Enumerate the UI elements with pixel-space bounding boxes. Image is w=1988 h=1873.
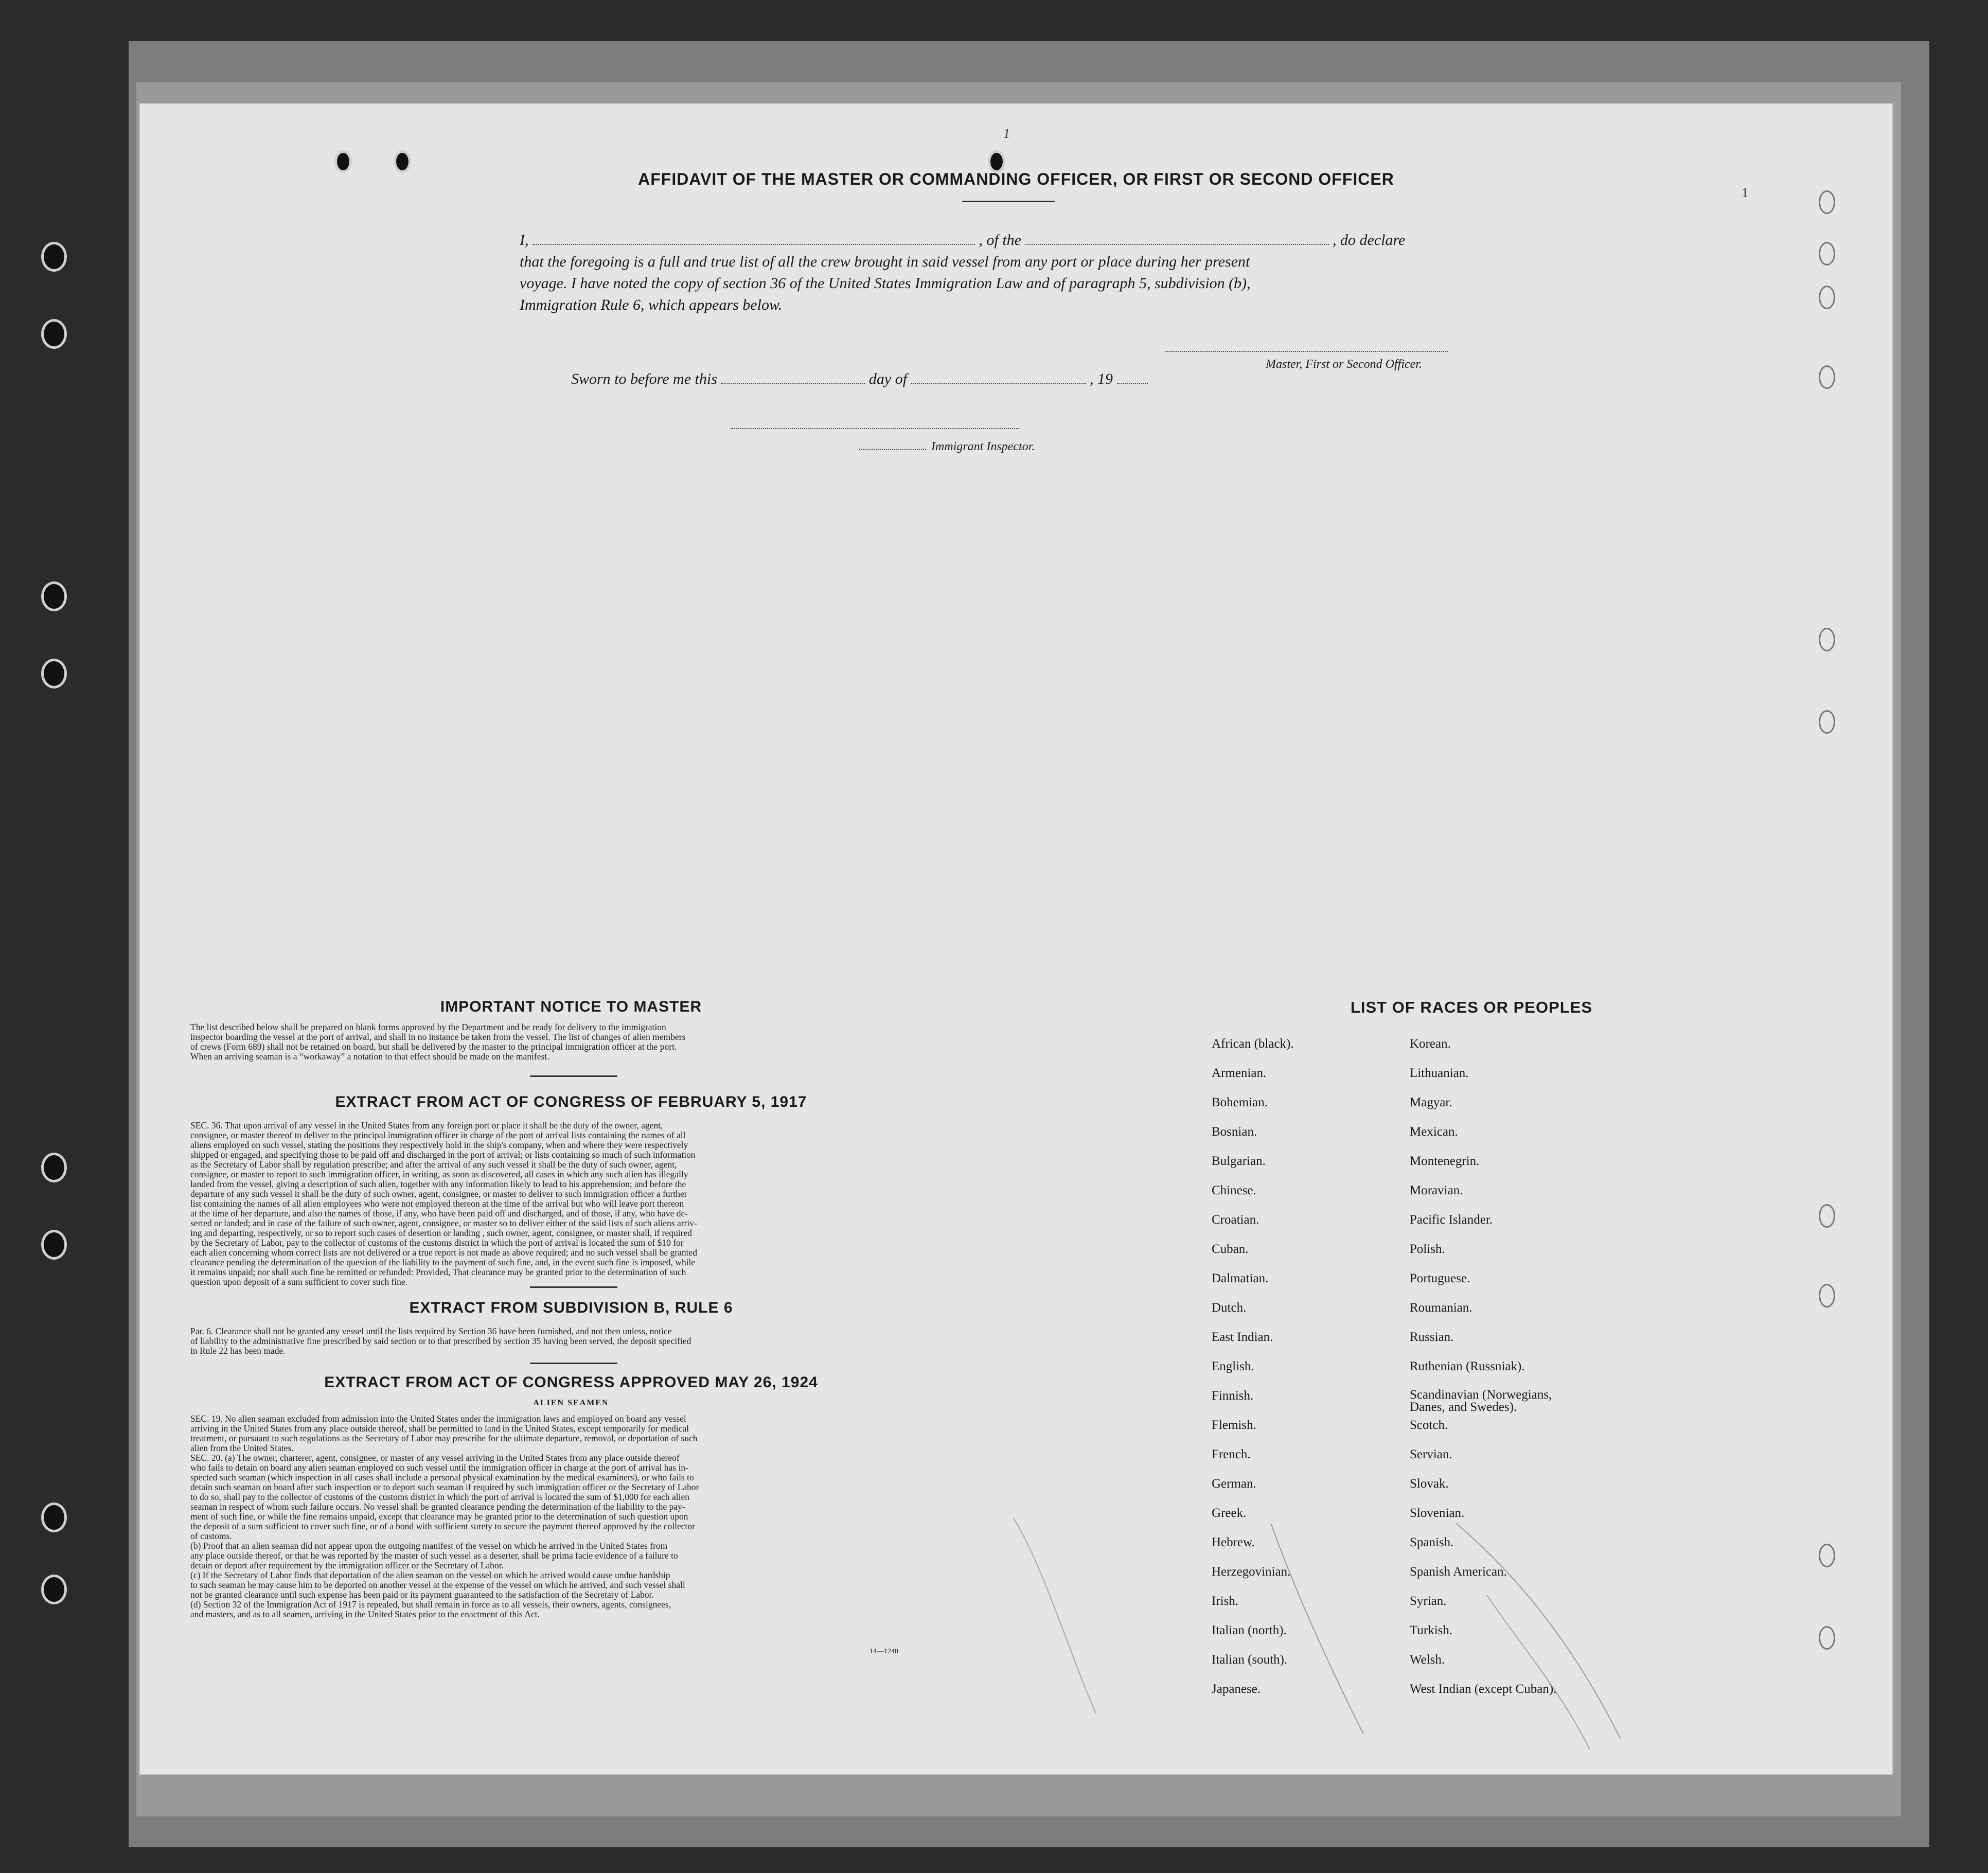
margin-hole-mark — [1819, 365, 1835, 389]
binder-hole — [41, 1503, 67, 1532]
subdivision-b-title: EXTRACT FROM SUBDIVISION B, RULE 6 — [409, 1299, 733, 1316]
section-rule — [530, 1286, 617, 1288]
race-item: Flemish. — [1212, 1418, 1256, 1432]
binder-hole — [41, 1230, 67, 1260]
race-item: East Indian. — [1212, 1330, 1273, 1344]
race-item: Servian. — [1410, 1447, 1452, 1461]
race-item: Turkish. — [1410, 1623, 1453, 1637]
race-item: Spanish. — [1410, 1535, 1454, 1549]
declaration-line-1 — [520, 232, 1631, 249]
sworn-label: Sworn to before me this — [571, 370, 717, 387]
extract-line: shipped or engaged, and specifying those to be paid off and discharged in the port of arrival; or lists containing so much of such information — [190, 1150, 696, 1160]
sworn-line — [571, 370, 1343, 388]
extract-line: serted or landed; and in case of the failure of such owner, agent, consignee, or master so to deliver either of the said lists of such aliens arriv- — [190, 1218, 697, 1228]
extract-line: clearance pending the determination of the question of the liability to the payment of such fine, and, in the event such fine is imposed, while — [190, 1257, 696, 1267]
race-item: German. — [1212, 1477, 1256, 1491]
declarant-label: I, — [520, 232, 529, 249]
day-of-label: day of — [868, 370, 908, 387]
subdivision-line: of liability to the administrative fine prescribed by said section or to that prescribed by section 35 having been served, the deposit specified — [190, 1336, 691, 1346]
extract-line: consignee, or master to report to such immigration officer, in writing, as soon as discovered, all cases in which any such alien has illegally — [190, 1169, 688, 1179]
extract-1917-title: EXTRACT FROM ACT OF CONGRESS OF FEBRUARY 5, 1917 — [335, 1093, 807, 1110]
extract-line: not be granted clearance until such expense has been paid or its payment guaranteed to the satisfaction of the Secretary of Labor. — [190, 1589, 654, 1600]
race-item: Bulgarian. — [1212, 1154, 1266, 1168]
extract-1924-text — [190, 1414, 952, 1619]
binder-hole — [41, 659, 67, 688]
race-item: Bohemian. — [1212, 1095, 1268, 1109]
race-item: Italian (south). — [1212, 1653, 1288, 1667]
race-item: Italian (north). — [1212, 1623, 1287, 1637]
race-item: Slovenian. — [1410, 1506, 1465, 1520]
margin-hole-mark — [1819, 628, 1835, 651]
margin-hole-mark — [1819, 1204, 1835, 1228]
inspector-signature-subline[interactable] — [859, 449, 926, 450]
extract-line: aliens employed on such vessel, stating the positions they respectively hold in the ship's company, when and where they were respectively — [190, 1140, 688, 1150]
race-item: Moravian. — [1410, 1183, 1463, 1197]
race-item: Hebrew. — [1212, 1535, 1255, 1549]
inspector-signature-caption: Immigrant Inspector. — [931, 440, 1035, 453]
notice-line: of crews (Form 689) shall not be retained on board, but shall be delivered by the master to the principal immigration officer at the port. — [190, 1041, 677, 1052]
sworn-year-field[interactable] — [1117, 381, 1148, 384]
extract-line: seaman in respect of whom such failure occurs. No vessel shall be granted clearance pending the determination of the liability to the pay- — [190, 1501, 685, 1512]
race-item: Irish. — [1212, 1594, 1239, 1608]
race-item: English. — [1212, 1359, 1254, 1373]
subdivision-b-text — [190, 1327, 952, 1356]
of-the-label: , of the — [979, 232, 1021, 249]
race-item: Scandinavian (Norwegians, Danes, and Swedes). — [1410, 1388, 1552, 1414]
extract-line: detain or deport after requirement by the immigration officer or the Secretary of Labor. — [190, 1560, 504, 1570]
do-declare-label: , do declare — [1333, 232, 1406, 249]
extract-line: it remains unpaid; nor shall such fine be remitted or refunded: Provided, That clearance may be granted prior to the determination of such — [190, 1267, 686, 1277]
race-item: Korean. — [1410, 1037, 1451, 1051]
master-signature-caption: Master, First or Second Officer. — [1266, 358, 1422, 371]
title-rule — [962, 201, 1055, 202]
sworn-day-field[interactable] — [721, 381, 865, 384]
extract-line: landed from the vessel, giving a description of such alien, together with any information likely to lead to his apprehension; and before the — [190, 1179, 686, 1189]
extract-line: each alien concerning whom correct lists are not delivered or a true report is not made as above required; and no such vessel shall be granted — [190, 1247, 697, 1258]
vessel-name-field[interactable] — [1025, 242, 1329, 245]
race-item: Mexican. — [1410, 1125, 1458, 1139]
races-left-column — [1212, 1037, 1294, 1711]
section-rule — [530, 1363, 617, 1364]
extract-1924-title: EXTRACT FROM ACT OF CONGRESS APPROVED MAY 26, 1924 — [324, 1374, 818, 1391]
notice-text — [190, 1022, 952, 1062]
race-item: Lithuanian. — [1410, 1066, 1469, 1080]
extract-1917-text — [190, 1121, 952, 1287]
extract-line: treatment, or pursuant to such regulations as the Secretary of Labor may prescribe for the ultimate departure, removal, or deportation of such — [190, 1433, 698, 1443]
form-number: 14—1240 — [869, 1648, 898, 1655]
race-item: African (black). — [1212, 1037, 1294, 1051]
extract-line: question upon deposit of a sum sufficient to cover such fine. — [190, 1277, 408, 1287]
declaration-line-4: Immigration Rule 6, which appears below. — [520, 296, 783, 313]
extract-line: at the time of her departure, and also the names of those, if any, who have been paid off and discharged, and of those, if any, who have de- — [190, 1208, 688, 1218]
extract-line: consignee, or master thereof to deliver to the principal immigration officer in charge of the port of arrival lists containing the names of all — [190, 1130, 686, 1140]
pencil-mark: 1 — [1742, 185, 1748, 200]
margin-hole-mark — [1819, 1626, 1835, 1650]
affidavit-title: AFFIDAVIT OF THE MASTER OR COMMANDING OFFICER, OR FIRST OR SECOND OFFICER — [638, 170, 1394, 188]
race-item: Ruthenian (Russniak). — [1410, 1359, 1525, 1373]
extract-line: and masters, and as to all seamen, arriving in the United States prior to the enactment of this Act. — [190, 1609, 540, 1619]
extract-line: as the Secretary of Labor shall by regulation prescribe; and after the arrival of any such vessel it shall be the duty of such owner, agent, — [190, 1159, 677, 1170]
notice-title: IMPORTANT NOTICE TO MASTER — [440, 998, 702, 1015]
declaration-line-2: that the foregoing is a full and true list of all the crew brought in said vessel from any port or place during her present — [520, 253, 1250, 270]
race-item: French. — [1212, 1447, 1251, 1461]
extract-line: list containing the names of all alien employees who were not employed thereon at the time of the arrival but who will leave port thereon — [190, 1198, 684, 1209]
race-item: Dutch. — [1212, 1301, 1247, 1315]
race-item: Armenian. — [1212, 1066, 1267, 1080]
extract-line: (c) If the Secretary of Labor finds that deportation of the alien seaman on the vessel on which he arrived would cause undue hardship — [190, 1570, 670, 1580]
margin-hole-mark — [1819, 710, 1835, 734]
extract-line: the deposit of a sum sufficient to cover such fine, or of a bond with sufficient surety to secure the payment thereof approved by the collector — [190, 1521, 695, 1531]
sworn-month-field[interactable] — [911, 381, 1086, 384]
race-item: Croatian. — [1212, 1213, 1259, 1227]
margin-hole-mark — [1819, 1284, 1835, 1307]
race-item: Welsh. — [1410, 1653, 1445, 1667]
declaration-line-3: voyage. I have noted the copy of section 36 of the United States Immigration Law and of paragraph 5, subdivision (b), — [520, 275, 1251, 292]
margin-hole-mark — [1819, 242, 1835, 266]
race-item: Portuguese. — [1410, 1271, 1470, 1285]
notice-line: The list described below shall be prepared on blank forms approved by the Department and be ready for delivery to the immigration — [190, 1022, 666, 1032]
extract-line: ment of such fine, or while the fine remains unpaid, except that clearance may be granted prior to the determination of such question upon — [190, 1511, 688, 1522]
year-label: , 19 — [1090, 370, 1113, 387]
pencil-mark: 1 — [1003, 126, 1010, 141]
race-item: Slovak. — [1410, 1477, 1449, 1491]
margin-hole-mark — [1819, 190, 1835, 214]
extract-line: departure of any such vessel it shall be the duty of such owner, agent, consignee, or master to deliver to such immigration officer a further — [190, 1189, 687, 1199]
race-item: Spanish American. — [1410, 1565, 1507, 1579]
extract-line: (d) Section 32 of the Immigration Act of 1917 is repealed, but shall remain in force as to all vessels, their owners, agents, consignees, — [190, 1599, 671, 1610]
race-item: Syrian. — [1410, 1594, 1447, 1608]
race-item: Roumanian. — [1410, 1301, 1472, 1315]
race-item: Cuban. — [1212, 1242, 1249, 1256]
notice-line: When an arriving seaman is a “workaway” a notation to that effect should be made on the manifest. — [190, 1051, 549, 1062]
subdivision-line: in Rule 22 has been made. — [190, 1346, 286, 1356]
extract-line: SEC. 19. No alien seaman excluded from admission into the United States under the immigration laws and employed on board any vessel — [190, 1413, 686, 1424]
race-item: Japanese. — [1212, 1682, 1261, 1696]
extract-line: any place outside thereof, or that he was reported by the master of such vessel as a deserter, shall be prima facie evidence of a failure to — [190, 1550, 678, 1561]
alien-seamen-subtitle: ALIEN SEAMEN — [533, 1399, 609, 1407]
binder-hole — [41, 242, 67, 272]
subdivision-line: Par. 6. Clearance shall not be granted any vessel until the lists required by Section 36 have been furnished, and not then unless, notice — [190, 1326, 672, 1336]
binder-hole — [41, 581, 67, 611]
races-title: LIST OF RACES OR PEOPLES — [1350, 998, 1593, 1016]
margin-hole-mark — [1819, 286, 1835, 309]
inspector-signature-line[interactable] — [731, 428, 1019, 429]
extract-line: (b) Proof that an alien seaman did not appear upon the outgoing manifest of the vessel on which he arrived in the United States from — [190, 1541, 668, 1551]
extract-line: who fails to detain on board any alien seaman employed on such vessel until the immigration officer in charge at the port of arrival has in- — [190, 1462, 688, 1473]
extract-line: SEC. 20. (a) The owner, charterer, agent, consignee, or master of any vessel arriving in the United States from any place outside thereof — [190, 1453, 680, 1463]
race-item: Pacific Islander. — [1410, 1213, 1493, 1227]
margin-hole-mark — [1819, 1544, 1835, 1567]
race-item: Chinese. — [1212, 1183, 1256, 1197]
extract-line: of customs. — [190, 1531, 232, 1541]
extract-line: spected such seaman (which inspection in all cases shall include a personal physical examination by the medical examiners), or who fails to — [190, 1472, 694, 1482]
binder-hole — [41, 319, 67, 349]
race-item: West Indian (except Cuban). — [1410, 1682, 1557, 1696]
form-page — [139, 103, 1893, 1775]
race-item: Dalmatian. — [1212, 1271, 1269, 1285]
extract-line: detain such seaman on board after such inspection or to deport such seaman if required by such immigration officer or the Secretary of Labor — [190, 1482, 699, 1492]
extract-line: alien from the United States. — [190, 1443, 294, 1453]
race-item: Montenegrin. — [1410, 1154, 1480, 1168]
binder-hole — [41, 1153, 67, 1182]
extract-line: ing and departing, respectively, or so to report such cases of desertion or landing , such owner, agent, consignee, or master shall, if required — [190, 1228, 692, 1238]
race-item: Magyar. — [1410, 1095, 1452, 1109]
extract-line: to such seaman he may cause him to be deported on another vessel at the expense of the vessel on which he arrived, and such vessel shall — [190, 1580, 685, 1590]
race-item: Scotch. — [1410, 1418, 1448, 1432]
extract-line: to do so, shall pay to the collector of customs of the customs district in which the port of arrival is located the sum of $1,000 for each alien — [190, 1492, 690, 1502]
race-item: Finnish. — [1212, 1389, 1254, 1403]
race-item: Herzegovinian. — [1212, 1565, 1291, 1579]
race-item: Bosnian. — [1212, 1125, 1257, 1139]
master-signature-line[interactable] — [1165, 351, 1448, 352]
race-item: Polish. — [1410, 1242, 1445, 1256]
section-rule — [530, 1075, 617, 1077]
extract-line: by the Secretary of Labor, pay to the collector of customs of the customs district in which the port of arrival is located the sum of $10 for — [190, 1238, 684, 1248]
extract-line: arriving in the United States from any place outside thereof, shall be permitted to land in the United States, except temporarily for medical — [190, 1423, 689, 1434]
extract-line: SEC. 36. That upon arrival of any vessel in the United States from any foreign port or place it shall be the duty of the owner, agent, — [190, 1120, 663, 1130]
race-item: Greek. — [1212, 1506, 1247, 1520]
races-right-column — [1410, 1037, 1585, 1711]
notice-line: inspector boarding the vessel at the port of arrival, and shall in no instance be taken from the vessel. The list of changes of alien members — [190, 1032, 686, 1042]
declarant-name-field[interactable] — [532, 242, 975, 245]
race-item: Russian. — [1410, 1330, 1454, 1344]
binder-hole — [41, 1575, 67, 1604]
